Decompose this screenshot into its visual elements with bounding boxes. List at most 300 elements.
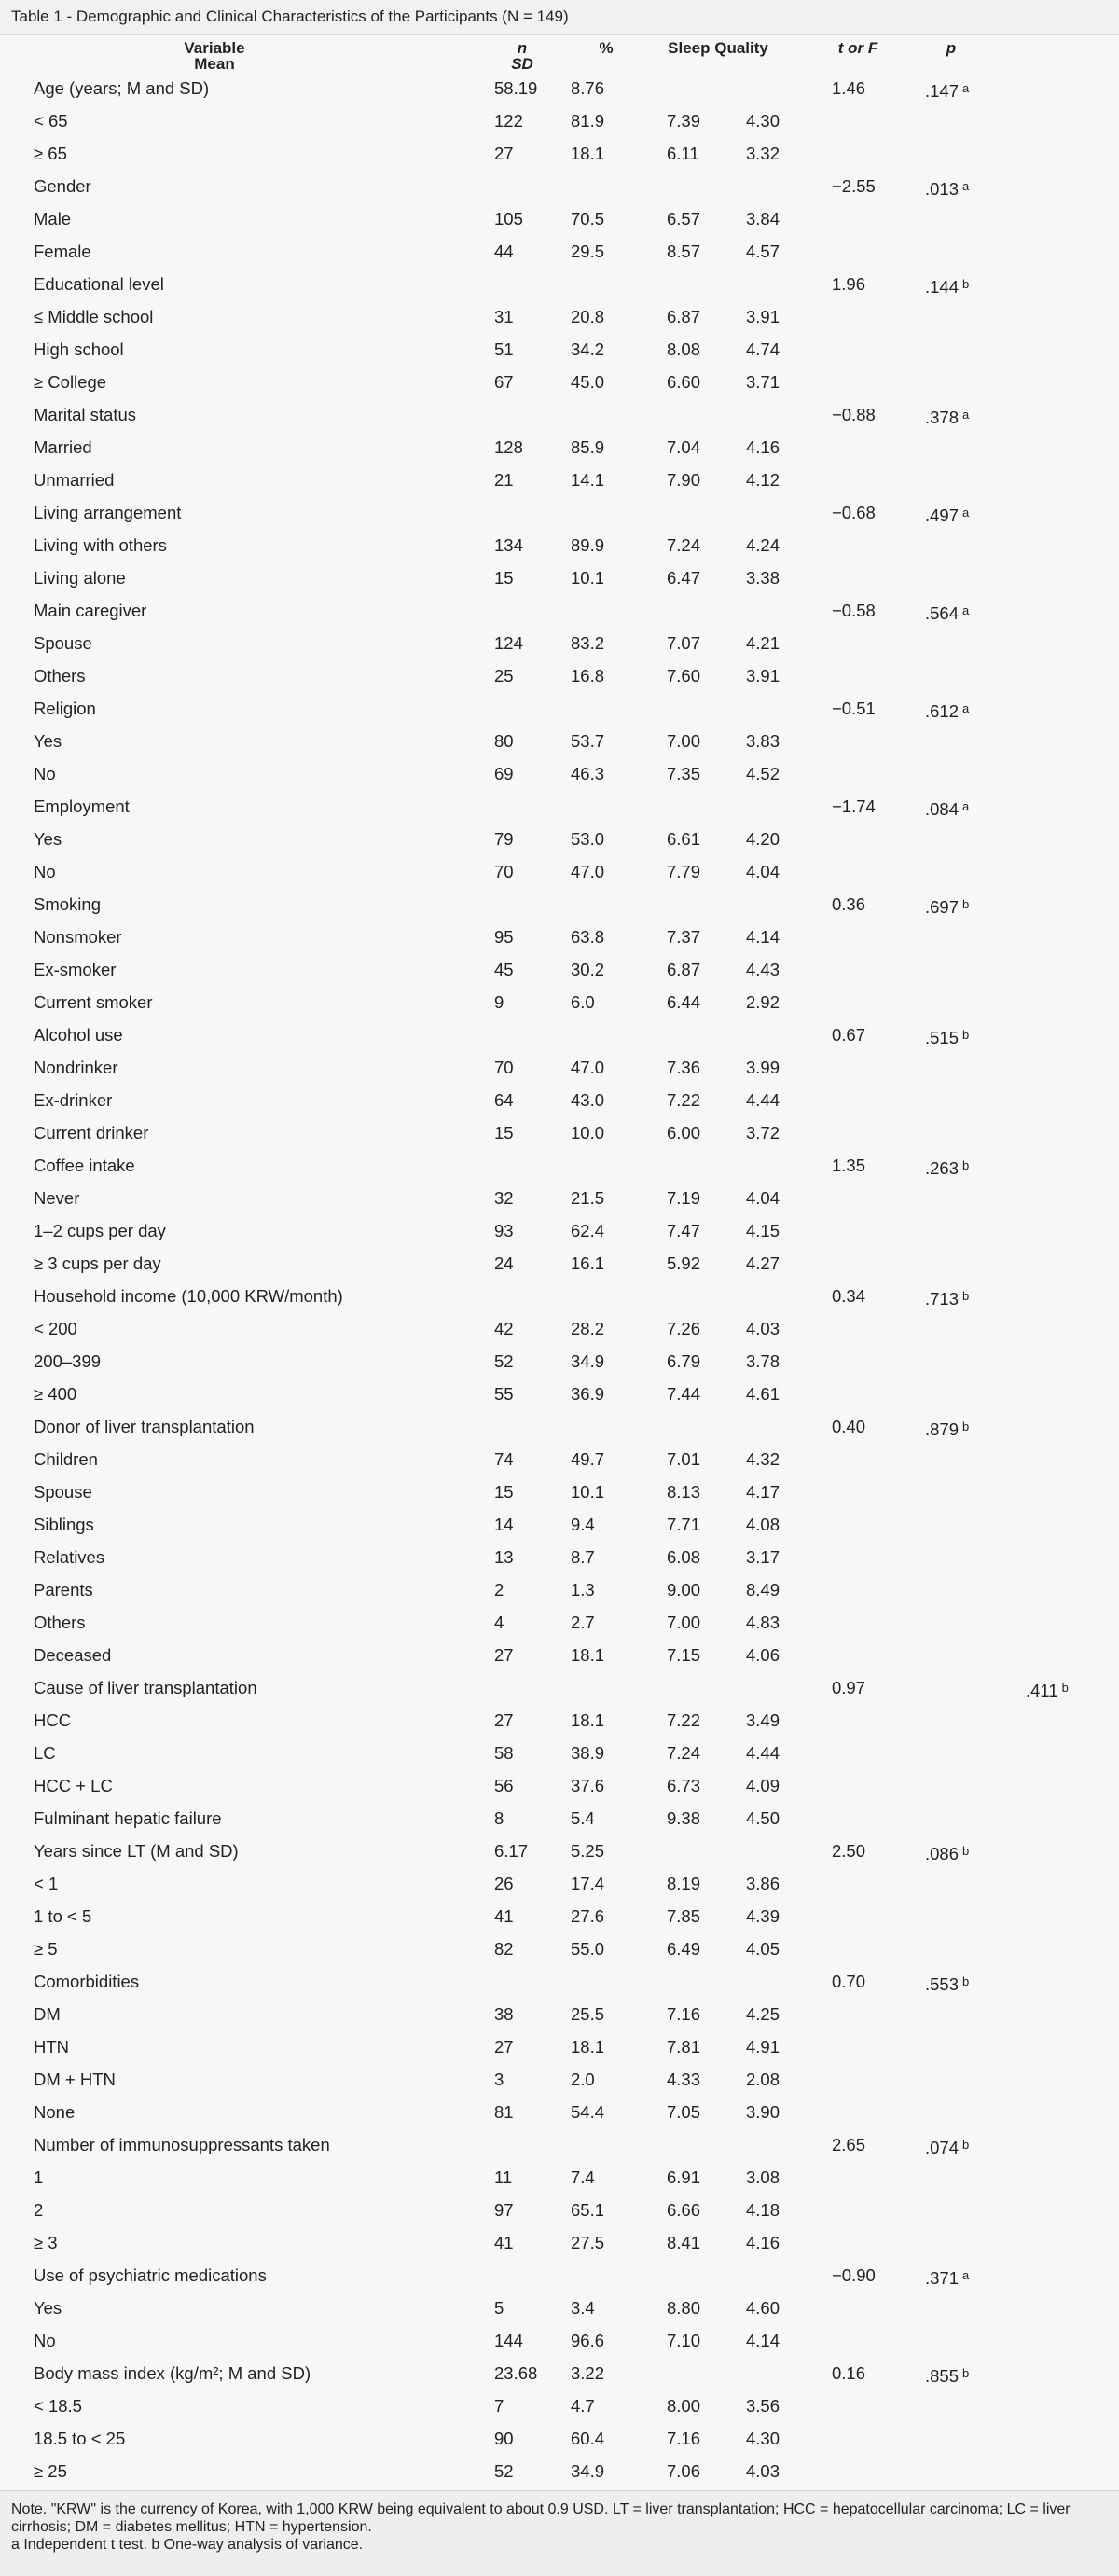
row-label: Male: [34, 209, 72, 229]
row-t-or-f: 0.34: [832, 1286, 866, 1306]
row-sleep-sd: 4.43: [746, 960, 781, 979]
row-sleep-sd: 4.16: [746, 437, 781, 457]
row-p-value: [925, 1149, 969, 1184]
row-p-value: [925, 398, 969, 434]
row-t-or-f: −0.88: [832, 405, 876, 424]
row-sleep-mean: 6.66: [667, 2200, 701, 2220]
row-p-value: [925, 1769, 929, 1805]
row-p-value: [925, 1247, 929, 1282]
row-sleep-sd: 3.99: [746, 1058, 781, 1077]
row-p-value: [925, 2389, 929, 2425]
row-sleep-mean: 7.81: [667, 2037, 701, 2057]
table-row: [0, 627, 1119, 659]
row-sleep-sd: 4.91: [746, 2037, 781, 2057]
table-row: [0, 1443, 1119, 1475]
row-label: Alcohol use: [34, 1025, 123, 1045]
p-value-footnote-mark: a: [962, 799, 970, 813]
row-sleep-mean: 7.71: [667, 1515, 701, 1534]
row-p-value: [1026, 1671, 1069, 1707]
row-n: 25: [494, 666, 514, 686]
row-label: < 18.5: [34, 2396, 82, 2416]
row-sleep-mean: 8.80: [667, 2298, 701, 2318]
row-p-value: [925, 1410, 969, 1446]
row-sleep-sd: 4.08: [746, 1515, 781, 1534]
row-sleep-mean: 6.00: [667, 1123, 701, 1143]
row-n: 27: [494, 2037, 514, 2057]
row-label: ≤ Middle school: [34, 307, 154, 326]
row-n: 32: [494, 1188, 514, 1208]
row-p-value: [925, 1312, 929, 1348]
row-sleep-sd: 4.03: [746, 1319, 781, 1338]
row-percent: 3.22: [571, 2363, 605, 2383]
row-label: Household income (10,000 KRW/month): [34, 1286, 343, 1306]
row-sleep-sd: 4.74: [746, 339, 781, 359]
row-n: 44: [494, 242, 514, 261]
row-p-value: [925, 2063, 929, 2098]
row-percent: 55.0: [571, 1939, 605, 1959]
table-row: [0, 1932, 1119, 1965]
table-row: [0, 1214, 1119, 1247]
row-n: 31: [494, 307, 514, 326]
p-value-text: .371: [925, 2268, 960, 2288]
table-row: [0, 170, 1119, 202]
row-n: 82: [494, 1939, 514, 1959]
row-sleep-sd: 4.15: [746, 1221, 781, 1240]
p-value-footnote-mark: a: [962, 2268, 970, 2282]
p-value-text: .713: [925, 1289, 960, 1309]
row-label: None: [34, 2102, 76, 2122]
row-percent: 25.5: [571, 2004, 605, 2024]
table-row: [0, 1769, 1119, 1802]
row-sleep-mean: 4.33: [667, 2070, 701, 2089]
row-p-value: [925, 921, 929, 956]
header-sd: SD: [511, 55, 533, 73]
row-sleep-mean: 7.00: [667, 731, 701, 751]
table-row: [0, 529, 1119, 561]
row-t-or-f: 0.70: [832, 1972, 866, 1991]
p-value-text: .086: [925, 1844, 960, 1863]
row-n: 27: [494, 1645, 514, 1665]
row-p-value: [925, 2161, 929, 2196]
row-percent: 9.4: [571, 1515, 595, 1534]
row-sleep-sd: 3.84: [746, 209, 781, 229]
table-row: [0, 1051, 1119, 1084]
row-p-value: [925, 2422, 929, 2458]
row-p-value: [925, 1378, 929, 1413]
row-n: 105: [494, 209, 523, 229]
row-label: Yes: [34, 731, 62, 751]
row-p-value: [925, 1704, 929, 1739]
header-variable-mean: [140, 40, 289, 72]
row-sleep-sd: 3.78: [746, 1351, 781, 1371]
row-label: ≥ 3 cups per day: [34, 1253, 161, 1273]
table-row: [0, 921, 1119, 953]
row-label: LC: [34, 1743, 56, 1763]
row-sleep-sd: 4.32: [746, 1449, 781, 1469]
row-sleep-mean: 8.41: [667, 2233, 701, 2252]
p-value-footnote-mark: a: [962, 603, 970, 617]
table-row: [0, 2030, 1119, 2063]
row-n: 58: [494, 1743, 514, 1763]
table-row: [0, 692, 1119, 725]
row-label: Current drinker: [34, 1123, 149, 1143]
row-sleep-sd: 2.92: [746, 992, 781, 1012]
row-label: No: [34, 862, 56, 881]
row-sleep-mean: 7.47: [667, 1221, 701, 1240]
row-t-or-f: 0.16: [832, 2363, 866, 2383]
table-row: [0, 2161, 1119, 2194]
row-sleep-mean: 7.07: [667, 633, 701, 653]
row-p-value: [925, 1900, 929, 1935]
p-value-footnote-mark: b: [962, 1420, 970, 1433]
row-sleep-sd: 4.20: [746, 829, 781, 849]
row-label: Smoking: [34, 894, 101, 914]
row-percent: 60.4: [571, 2429, 605, 2448]
p-value-footnote-mark: b: [962, 1158, 970, 1172]
table-row: [0, 464, 1119, 496]
row-n: 5: [494, 2298, 504, 2318]
row-n: 45: [494, 960, 514, 979]
row-sleep-sd: 4.44: [746, 1090, 781, 1110]
row-p-value: [925, 1573, 929, 1609]
row-sleep-mean: 7.24: [667, 1743, 701, 1763]
row-t-or-f: −0.51: [832, 699, 876, 718]
row-n: 80: [494, 731, 514, 751]
table-row: [0, 888, 1119, 921]
row-p-value: [925, 855, 929, 891]
row-p-value: [925, 1867, 929, 1903]
table-row: [0, 757, 1119, 790]
table-row: [0, 2226, 1119, 2259]
row-percent: 8.7: [571, 1547, 595, 1567]
p-value-text: .147: [925, 81, 960, 101]
row-label: Yes: [34, 829, 62, 849]
table-row: [0, 594, 1119, 627]
row-p-value: [925, 692, 969, 727]
row-label: 200–399: [34, 1351, 102, 1371]
p-value-footnote-mark: b: [962, 1974, 970, 1988]
row-percent: 46.3: [571, 764, 605, 783]
row-n: 55: [494, 1384, 514, 1404]
row-n: 15: [494, 568, 514, 588]
row-sleep-sd: 4.12: [746, 470, 781, 490]
row-percent: 81.9: [571, 111, 605, 131]
table-row: [0, 855, 1119, 888]
row-t-or-f: 1.35: [832, 1156, 866, 1175]
row-p-value: [925, 529, 929, 564]
row-n: 7: [494, 2396, 504, 2416]
row-p-value: [925, 2324, 929, 2360]
row-p-value: [925, 2226, 929, 2262]
table-row: [0, 2292, 1119, 2324]
table-row: [0, 1737, 1119, 1769]
row-sleep-sd: 3.08: [746, 2167, 781, 2187]
p-value-footnote-mark: a: [962, 179, 970, 193]
row-n: 27: [494, 1710, 514, 1730]
row-sleep-sd: 3.86: [746, 1874, 781, 1893]
row-label: < 65: [34, 111, 68, 131]
p-value-text: .263: [925, 1158, 960, 1178]
row-sleep-sd: 3.90: [746, 2102, 781, 2122]
row-label: Living arrangement: [34, 503, 182, 522]
row-p-value: [925, 1051, 929, 1087]
row-n: 27: [494, 144, 514, 163]
row-percent: 10.1: [571, 568, 605, 588]
row-label: Coffee intake: [34, 1156, 135, 1175]
row-label: Spouse: [34, 633, 92, 653]
table-row: [0, 986, 1119, 1018]
row-p-value: [925, 1802, 929, 1837]
row-sleep-mean: 7.44: [667, 1384, 701, 1404]
row-sleep-sd: 4.21: [746, 633, 781, 653]
row-label: No: [34, 764, 56, 783]
row-n: 3: [494, 2070, 504, 2089]
p-value-text: .378: [925, 408, 960, 427]
row-sleep-sd: 4.16: [746, 2233, 781, 2252]
row-percent: 53.7: [571, 731, 605, 751]
row-t-or-f: 0.36: [832, 894, 866, 914]
row-label: Use of psychiatric medications: [34, 2265, 267, 2285]
table-row: [0, 823, 1119, 855]
row-n: 14: [494, 1515, 514, 1534]
table-row: [0, 659, 1119, 692]
row-sleep-mean: 7.06: [667, 2461, 701, 2481]
row-p-value: [925, 986, 929, 1021]
row-label: Ex-drinker: [34, 1090, 113, 1110]
row-percent: 5.25: [571, 1841, 605, 1861]
row-n: 90: [494, 2429, 514, 2448]
row-percent: 14.1: [571, 470, 605, 490]
row-sleep-sd: 3.38: [746, 568, 781, 588]
table-row: [0, 1018, 1119, 1051]
row-sleep-sd: 4.17: [746, 1482, 781, 1502]
row-percent: 70.5: [571, 209, 605, 229]
row-t-or-f: 1.96: [832, 274, 866, 294]
row-label: Unmarried: [34, 470, 115, 490]
row-t-or-f: 1.46: [832, 78, 866, 98]
row-percent: 21.5: [571, 1188, 605, 1208]
row-percent: 62.4: [571, 1221, 605, 1240]
row-label: Relatives: [34, 1547, 105, 1567]
row-n: 24: [494, 1253, 514, 1273]
row-n: 64: [494, 1090, 514, 1110]
row-label: < 200: [34, 1319, 77, 1338]
row-sleep-mean: 7.00: [667, 1613, 701, 1632]
row-sleep-mean: 7.16: [667, 2429, 701, 2448]
row-sleep-mean: 6.60: [667, 372, 701, 392]
row-percent: 18.1: [571, 2037, 605, 2057]
row-percent: 53.0: [571, 829, 605, 849]
row-sleep-mean: 6.61: [667, 829, 701, 849]
row-n: 38: [494, 2004, 514, 2024]
p-value-text: .013: [925, 179, 960, 199]
p-value-text: .612: [925, 701, 960, 721]
row-sleep-mean: 5.92: [667, 1253, 701, 1273]
p-value-text: .697: [925, 897, 960, 917]
row-sleep-sd: 4.09: [746, 1776, 781, 1795]
row-n: 41: [494, 2233, 514, 2252]
row-sleep-sd: 8.49: [746, 1580, 781, 1600]
row-n: 56: [494, 1776, 514, 1795]
row-p-value: [925, 137, 929, 173]
p-value-footnote-mark: b: [962, 897, 970, 911]
row-p-value: [925, 594, 969, 630]
row-sleep-sd: 4.14: [746, 2331, 781, 2350]
row-sleep-sd: 3.71: [746, 372, 781, 392]
row-percent: 18.1: [571, 1645, 605, 1665]
row-percent: 28.2: [571, 1319, 605, 1338]
row-p-value: [925, 1116, 929, 1152]
table-row: [0, 1182, 1119, 1214]
row-n: 51: [494, 339, 514, 359]
row-n: 6.17: [494, 1841, 529, 1861]
table-row: [0, 1639, 1119, 1671]
row-sleep-mean: 9.38: [667, 1808, 701, 1828]
row-n: 122: [494, 111, 523, 131]
row-label: Gender: [34, 176, 91, 196]
p-value-text: .144: [925, 277, 960, 297]
row-label: ≥ 25: [34, 2461, 67, 2481]
row-n: 95: [494, 927, 514, 947]
p-value-footnote-mark: a: [962, 81, 970, 95]
row-percent: 65.1: [571, 2200, 605, 2220]
row-sleep-mean: 7.90: [667, 470, 701, 490]
row-percent: 34.9: [571, 1351, 605, 1371]
row-sleep-mean: 7.01: [667, 1449, 701, 1469]
row-percent: 3.4: [571, 2298, 595, 2318]
row-n: 128: [494, 437, 523, 457]
row-label: DM: [34, 2004, 61, 2024]
row-label: Parents: [34, 1580, 93, 1600]
row-n: 8: [494, 1808, 504, 1828]
row-p-value: [925, 1475, 929, 1511]
row-percent: 2.7: [571, 1613, 595, 1632]
p-value-text: .497: [925, 506, 960, 525]
row-percent: 18.1: [571, 1710, 605, 1730]
header-percent: %: [599, 39, 614, 57]
table-row: [0, 235, 1119, 268]
row-n: 26: [494, 1874, 514, 1893]
row-sleep-sd: 3.91: [746, 307, 781, 326]
row-percent: 29.5: [571, 242, 605, 261]
row-sleep-mean: 8.13: [667, 1482, 701, 1502]
row-sleep-mean: 7.04: [667, 437, 701, 457]
p-value-footnote-mark: b: [1061, 1681, 1069, 1695]
table-row: [0, 431, 1119, 464]
row-sleep-sd: 3.17: [746, 1547, 781, 1567]
row-sleep-mean: 6.49: [667, 1939, 701, 1959]
row-p-value: [925, 659, 929, 695]
header-n: n: [517, 39, 528, 57]
table-row: [0, 561, 1119, 594]
table-row: [0, 2324, 1119, 2357]
row-t-or-f: 0.97: [832, 1678, 866, 1697]
row-percent: 83.2: [571, 633, 605, 653]
row-sleep-sd: 4.18: [746, 2200, 781, 2220]
row-label: Current smoker: [34, 992, 153, 1012]
row-label: Yes: [34, 2298, 62, 2318]
header-mean: Mean: [194, 55, 235, 73]
row-label: Religion: [34, 699, 96, 718]
table-row: [0, 366, 1119, 398]
table-row: [0, 1410, 1119, 1443]
p-value-footnote-mark: a: [962, 506, 970, 519]
row-sleep-mean: 7.15: [667, 1645, 701, 1665]
row-n: 69: [494, 764, 514, 783]
characteristics-table: [0, 35, 1119, 2490]
row-n: 15: [494, 1482, 514, 1502]
table-row: [0, 1573, 1119, 1606]
row-label: 2: [34, 2200, 44, 2220]
table-row: [0, 1606, 1119, 1639]
p-value-text: .084: [925, 799, 960, 819]
p-value-footnote-mark: b: [962, 1028, 970, 1042]
row-label: Marital status: [34, 405, 137, 424]
row-label: Fulminant hepatic failure: [34, 1808, 222, 1828]
row-label: Main caregiver: [34, 601, 147, 620]
row-label: Ex-smoker: [34, 960, 117, 979]
table-row: [0, 725, 1119, 757]
row-p-value: [925, 1280, 969, 1315]
table-row: [0, 72, 1119, 104]
row-n: 11: [494, 2167, 513, 2187]
row-sleep-mean: 7.24: [667, 535, 701, 555]
row-label: < 1: [34, 1874, 59, 1893]
table-row: [0, 2194, 1119, 2226]
row-label: 18.5 to < 25: [34, 2429, 126, 2448]
row-sleep-sd: 4.14: [746, 927, 781, 947]
row-label: Others: [34, 1613, 86, 1632]
header-t-or-f: t or F: [837, 39, 878, 57]
row-label: Siblings: [34, 1515, 94, 1534]
p-value-text: .855: [925, 2366, 960, 2386]
table-row: [0, 1671, 1119, 1704]
row-label: Number of immunosuppressants taken: [34, 2135, 330, 2154]
row-t-or-f: 0.67: [832, 1025, 866, 1045]
row-label: Nondrinker: [34, 1058, 118, 1077]
row-label: DM + HTN: [34, 2070, 116, 2089]
row-label: Spouse: [34, 1482, 92, 1502]
row-n: 97: [494, 2200, 514, 2220]
row-percent: 96.6: [571, 2331, 605, 2350]
header-sleep-quality: Sleep Quality: [668, 39, 768, 57]
table-row: [0, 1965, 1119, 1998]
table-body: [0, 72, 1119, 2487]
row-p-value: [925, 104, 929, 140]
row-percent: 2.0: [571, 2070, 595, 2089]
row-label: ≥ 400: [34, 1384, 77, 1404]
row-sleep-mean: 7.37: [667, 927, 701, 947]
row-label: No: [34, 2331, 56, 2350]
row-sleep-mean: 7.19: [667, 1188, 701, 1208]
row-t-or-f: −0.90: [832, 2265, 876, 2285]
row-label: HCC + LC: [34, 1776, 113, 1795]
table-row: [0, 1280, 1119, 1312]
row-sleep-mean: 6.73: [667, 1776, 701, 1795]
row-p-value: [925, 1998, 929, 2033]
row-label: Cause of liver transplantation: [34, 1678, 257, 1697]
row-sleep-sd: 3.32: [746, 144, 781, 163]
row-label: Years since LT (M and SD): [34, 1841, 239, 1861]
table-row: [0, 2455, 1119, 2487]
table-row: [0, 2128, 1119, 2161]
row-p-value: [925, 366, 929, 401]
row-sleep-sd: 4.50: [746, 1808, 781, 1828]
row-n: 52: [494, 1351, 514, 1371]
p-value-text: .411: [1026, 1681, 1058, 1700]
header-n-sd: [494, 40, 550, 72]
row-label: HTN: [34, 2037, 70, 2057]
